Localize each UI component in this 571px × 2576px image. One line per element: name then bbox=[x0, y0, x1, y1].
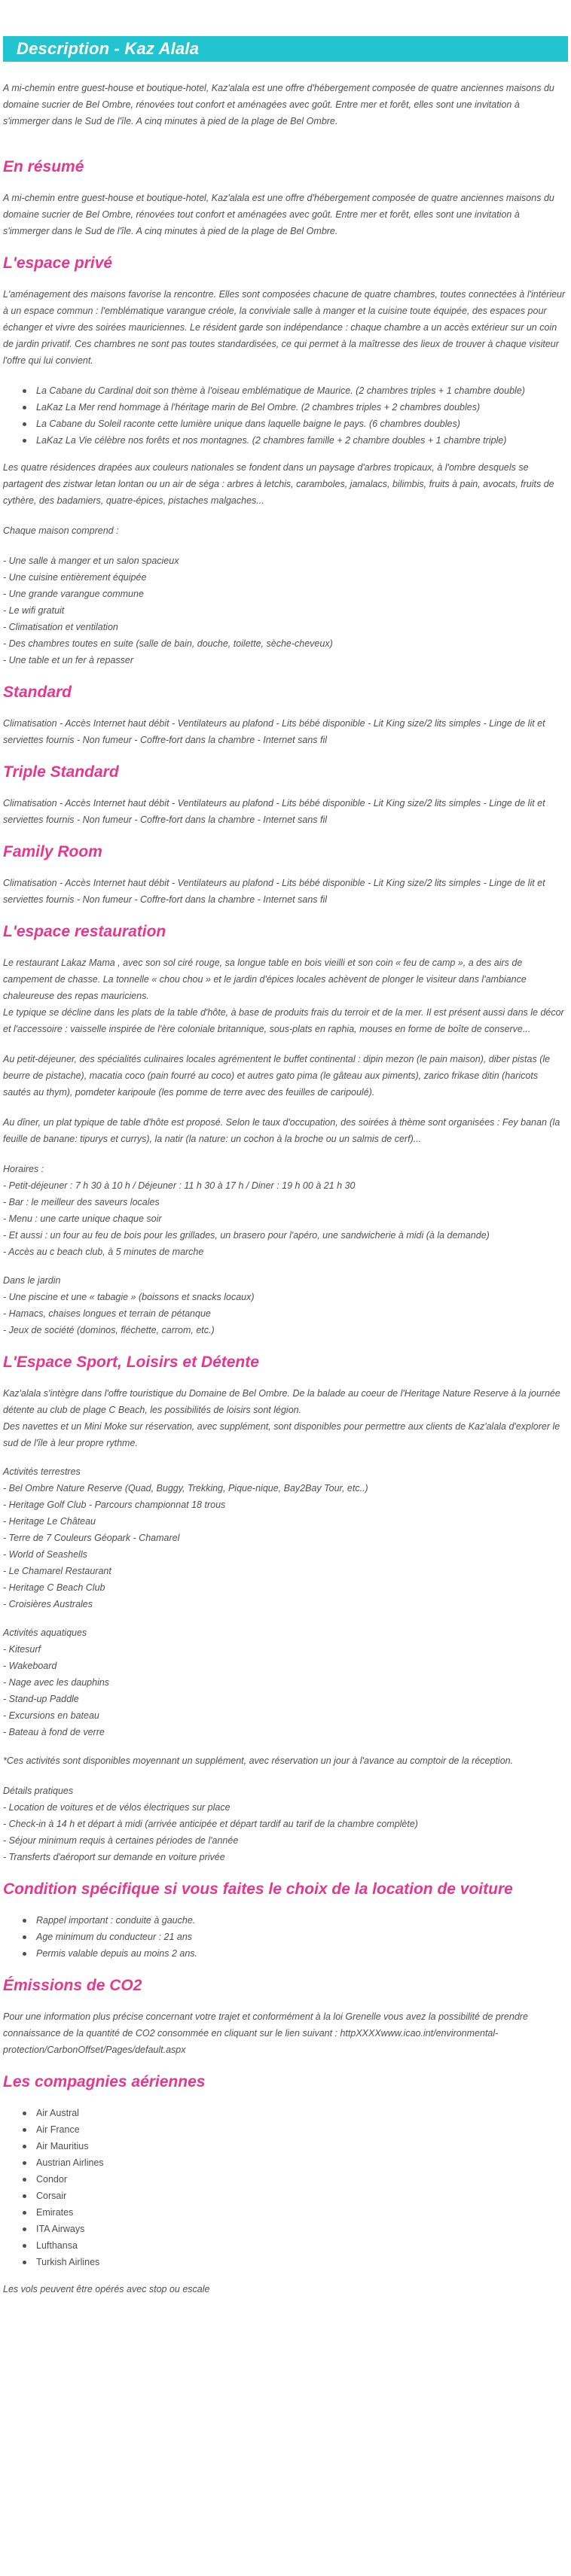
section-title: Triple Standard bbox=[3, 763, 119, 781]
list-item: - Terre de 7 Couleurs Géopark - Chamarel bbox=[3, 1533, 180, 1543]
pratiques-list bbox=[3, 1783, 568, 1865]
list-item: Air France bbox=[23, 2121, 568, 2138]
section-resume bbox=[3, 157, 568, 239]
voiture-list bbox=[3, 1912, 568, 1962]
list-item: - Le wifi gratuit bbox=[3, 605, 65, 616]
section-title: En résumé bbox=[3, 158, 84, 175]
page-title: Description - Kaz Alala bbox=[17, 39, 200, 58]
page bbox=[0, 36, 571, 2297]
standard-text: Climatisation - Accès Internet haut débit - Ventilateurs au plafond - Lits bébé disponible - Lit King size/2 lits simples - Linge de lit et serviettes fournis - Non fumeur - Coffre-fort dans la chambre - Internet sans fil bbox=[3, 718, 545, 745]
list-item: La Cabane du Cardinal doit son thème à l'oiseau emblématique de Maurice. (2 chambres triples + 1 chambre double) bbox=[23, 382, 568, 399]
list-item: - Des chambres toutes en suite (salle de bain, douche, toilette, sèche-cheveux) bbox=[3, 638, 333, 649]
list-item: Age minimum du conducteur : 21 ans bbox=[23, 1929, 568, 1945]
activites-note: *Ces activités sont disponibles moyennant un supplément, avec réservation un jour à l'avance au comptoir de la réception. bbox=[3, 1755, 514, 1766]
section-co2 bbox=[3, 1975, 568, 2058]
list-item: Air Mauritius bbox=[23, 2138, 568, 2154]
compagnies-note: Les vols peuvent être opérés avec stop ou escale bbox=[3, 2284, 210, 2294]
list-item: - Accès au c beach club, à 5 minutes de marche bbox=[3, 1247, 204, 1257]
list-item: - Une cuisine entièrement équipée bbox=[3, 572, 147, 583]
section-standard bbox=[3, 682, 568, 748]
jardin-list bbox=[3, 1272, 568, 1338]
section-title: L'espace privé bbox=[3, 254, 113, 272]
list-item: - Une salle à manger et un salon spacieux bbox=[3, 556, 179, 566]
petit-dejeuner-text: Au petit-déjeuner, des spécialités culinaires locales agrémentent le buffet continental : dipin mezon (le pain maison), diber pistas (le beurre de pistache), macatia coco (pain fourré au coco) et autres gato pima (le gâteau aux piments), zarico frikase ditin (haricots sautés au thym), pomdeter karipoule (les pomme de terre avec des feuilles de caripoulé). bbox=[3, 1054, 551, 1098]
jardins-text: Les quatre résidences drapées aux couleurs nationales se fondent dans un paysage d'arbres tropicaux, à l'ombre desquels se partagent des zistwar letan lontan ou un air de séga : arbres à letchis, caramboles, jamalacs, bilimbis, fruits à pain, avocats, fruits de cythère, des badamiers, quatre-épices, pistaches malgaches... bbox=[3, 462, 554, 506]
list-item: Condor bbox=[23, 2171, 568, 2188]
list-item: ITA Airways bbox=[23, 2221, 568, 2237]
section-compagnies bbox=[3, 2072, 568, 2297]
triple-text: Climatisation - Accès Internet haut débit - Ventilateurs au plafond - Lits bébé disponible - Lit King size/2 lits simples - Linge de lit et serviettes fournis - Non fumeur - Coffre-fort dans la chambre - Internet sans fil bbox=[3, 798, 545, 825]
list-item: Permis valable depuis au moins 2 ans. bbox=[23, 1945, 568, 1962]
section-location-voiture bbox=[3, 1879, 568, 1962]
list-item: Horaires : bbox=[3, 1164, 44, 1174]
list-item: Turkish Airlines bbox=[23, 2254, 568, 2270]
list-item: - Kitesurf bbox=[3, 1644, 41, 1655]
list-item: - Bel Ombre Nature Reserve (Quad, Buggy, Trekking, Pique-nique, Bay2Bay Tour, etc..) bbox=[3, 1483, 368, 1494]
list-item: - Bar : le meilleur des saveurs locales bbox=[3, 1197, 160, 1207]
list-item: - Bateau à fond de verre bbox=[3, 1727, 105, 1737]
list-item: - Et aussi : un four au feu de bois pour les grillades, un brasero pour l'apéro, une sandwicherie à midi (à la demande) bbox=[3, 1230, 490, 1241]
list-item: - Check-in à 14 h et départ à midi (arrivée anticipée et départ tardif au tarif de la chambre complète) bbox=[3, 1819, 418, 1829]
sport-text: Kaz'alala s'intègre dans l'offre touristique du Domaine de Bel Ombre. De la balade au coeur de l'Heritage Nature Reserve à la journée détente au club de plage C Beach, les possibilités de loisirs sont légion. bbox=[3, 1388, 560, 1415]
intro-text: A mi-chemin entre guest-house et boutique-hotel, Kaz'alala est une offre d'hébergement composée de quatre anciennes maisons du domaine sucrier de Bel Ombre, rénovées tout confort et aménagées avec goût. Entre mer et forêt, elles sont une invitation à s'immerger dans le Sud de l'île. A cinq minutes à pied de la plage de Bel Ombre. bbox=[3, 83, 554, 126]
list-item: - Une table et un fer à repasser bbox=[3, 655, 134, 665]
section-family-room bbox=[3, 842, 568, 908]
diner-text: Au dîner, un plat typique de table d'hôte est proposé. Selon le taux d'occupation, des soirées à thème sont organisées : Fey banan (la feuille de banane: tipurys et currys), la natir (la nature: un cochon à la broche ou un salmis de cerf)... bbox=[3, 1117, 560, 1144]
list-item: - Transferts d'aéroport sur demande en voiture privée bbox=[3, 1852, 225, 1862]
section-title: L'Espace Sport, Loisirs et Détente bbox=[3, 1353, 259, 1371]
section-title: Condition spécifique si vous faites le choix de la location de voiture bbox=[3, 1880, 513, 1898]
family-text: Climatisation - Accès Internet haut débit - Ventilateurs au plafond - Lits bébé disponible - Lit King size/2 lits simples - Linge de lit et serviettes fournis - Non fumeur - Coffre-fort dans la chambre - Internet sans fil bbox=[3, 878, 545, 905]
section-espace-prive bbox=[3, 253, 568, 668]
terrestres-list bbox=[3, 1463, 568, 1612]
section-title: Family Room bbox=[3, 843, 102, 860]
description-banner bbox=[3, 36, 568, 62]
co2-text: Pour une information plus précise concernant votre trajet et conformément à la loi Grenelle vous avez la possibilité de prendre connaissance de la quantité de CO2 consommée en cliquant sur le lien suivant : httpXXXXwww.icao.int/environmental-protection/CarbonOffset/Pages/default.aspx bbox=[3, 2011, 528, 2055]
espace-prive-text: L'aménagement des maisons favorise la rencontre. Elles sont composées chacune de quatre chambres, toutes connectées à l'intérieur à un espace commun : l'emblématique varangue créole, la conviviale salle à manger et la cuisine toute équipée, des espaces pour échanger et vivre des soirées mauriciennes. Le résident garde son indépendance : chaque chambre a un accès extérieur sur un coin de jardin privatif. Ces chambres ne sont pas toutes standardisées, ce qui permet à la maîtresse des lieux de trouver à chaque visiteur l'offre qui lui convient. bbox=[3, 289, 566, 366]
comprend-title: Chaque maison comprend : bbox=[3, 525, 119, 536]
main-content bbox=[2, 80, 569, 2297]
list-item: Activités terrestres bbox=[3, 1466, 81, 1477]
list-item: - World of Seashells bbox=[3, 1549, 87, 1560]
list-item: Air Austral bbox=[23, 2105, 568, 2121]
list-item: - Petit-déjeuner : 7 h 30 à 10 h / Déjeuner : 11 h 30 à 17 h / Diner : 19 h 00 à 21 h 30 bbox=[3, 1180, 356, 1191]
list-item: La Cabane du Soleil raconte cette lumière unique dans laquelle baigne le pays. (6 chambres doubles) bbox=[23, 416, 568, 432]
list-item: - Heritage C Beach Club bbox=[3, 1582, 105, 1593]
list-item: - Stand-up Paddle bbox=[3, 1694, 79, 1704]
list-item: - Nage avec les dauphins bbox=[3, 1677, 110, 1688]
list-item: - Hamacs, chaises longues et terrain de pétanque bbox=[3, 1308, 211, 1319]
aquatiques-list bbox=[3, 1624, 568, 1740]
section-triple-standard bbox=[3, 762, 568, 828]
list-item: - Le Chamarel Restaurant bbox=[3, 1566, 111, 1576]
section-title: Émissions de CO2 bbox=[3, 1977, 142, 1994]
list-item: Dans le jardin bbox=[3, 1275, 61, 1286]
compagnies-list bbox=[3, 2105, 568, 2270]
list-item: - Climatisation et ventilation bbox=[3, 622, 118, 632]
list-item: Activités aquatiques bbox=[3, 1628, 87, 1638]
list-item: - Une piscine et une « tabagie » (boissons et snacks locaux) bbox=[3, 1292, 255, 1302]
restauration-intro bbox=[3, 955, 568, 1037]
list-item: - Menu : une carte unique chaque soir bbox=[3, 1213, 162, 1224]
section-restauration bbox=[3, 921, 568, 1338]
section-sport bbox=[3, 1352, 568, 1865]
list-item: Détails pratiques bbox=[3, 1786, 74, 1796]
list-item: LaKaz La Mer rend hommage à l'héritage marin de Bel Ombre. (2 chambres triples + 2 chambres doubles) bbox=[23, 399, 568, 416]
restauration-text: Le typique se décline dans les plats de la table d'hôte, à base de produits frais du terroir et de la mer. Il est présent aussi dans le décor et l'accessoire : vaisselle inspirée de l'ère coloniale britannique, sous-plats en raphia, mouses en forme de boîte de conserve... bbox=[3, 1007, 564, 1034]
list-item: - Wakeboard bbox=[3, 1661, 57, 1671]
horaires-list bbox=[3, 1161, 568, 1260]
list-item: - Séjour minimum requis à certaines périodes de l'année bbox=[3, 1835, 239, 1846]
list-item: Austrian Airlines bbox=[23, 2154, 568, 2171]
maisons-list bbox=[3, 382, 568, 449]
list-item: Rappel important : conduite à gauche. bbox=[23, 1912, 568, 1929]
list-item: Lufthansa bbox=[23, 2237, 568, 2254]
sport-intro bbox=[3, 1385, 568, 1451]
list-item: - Heritage Golf Club - Parcours championnat 18 trous bbox=[3, 1500, 226, 1510]
list-item: - Excursions en bateau bbox=[3, 1710, 99, 1721]
list-item: - Heritage Le Château bbox=[3, 1516, 96, 1527]
list-item: Corsair bbox=[23, 2188, 568, 2204]
list-item: - Jeux de société (dominos, fléchette, carrom, etc.) bbox=[3, 1325, 215, 1335]
list-item: Emirates bbox=[23, 2204, 568, 2221]
sport-text: Des navettes et un Mini Moke sur réservation, avec supplément, sont disponibles pour permettre aux clients de Kaz'alala d'explorer le sud de l'île à leur propre rythme. bbox=[3, 1421, 560, 1448]
section-title: Les compagnies aériennes bbox=[3, 2073, 206, 2090]
comprend-list bbox=[3, 553, 568, 668]
list-item: - Une grande varangue commune bbox=[3, 589, 144, 599]
resume-text: A mi-chemin entre guest-house et boutique-hotel, Kaz'alala est une offre d'hébergement composée de quatre anciennes maisons du domaine sucrier de Bel Ombre, rénovées tout confort et aménagées avec goût. Entre mer et forêt, elles sont une invitation à s'immerger dans le Sud de l'île. A cinq minutes à pied de la plage de Bel Ombre. bbox=[3, 193, 554, 236]
restauration-text: Le restaurant Lakaz Mama , avec son sol ciré rouge, sa longue table en bois vieilli et son coin « feu de camp », a des airs de campement de chasse. La tonnelle « chou chou » et le jardin d'épices locales achèvent de plonger le visiteur dans l'ambiance chaleureuse des repas mauriciens. bbox=[3, 958, 527, 1001]
list-item: - Location de voitures et de vélos électriques sur place bbox=[3, 1802, 231, 1813]
list-item: - Croisières Australes bbox=[3, 1599, 93, 1609]
list-item: LaKaz La Vie célèbre nos forêts et nos montagnes. (2 chambres famille + 2 chambre doubles + 1 chambre triple) bbox=[23, 432, 568, 449]
section-title: Standard bbox=[3, 684, 72, 701]
section-title: L'espace restauration bbox=[3, 923, 166, 940]
